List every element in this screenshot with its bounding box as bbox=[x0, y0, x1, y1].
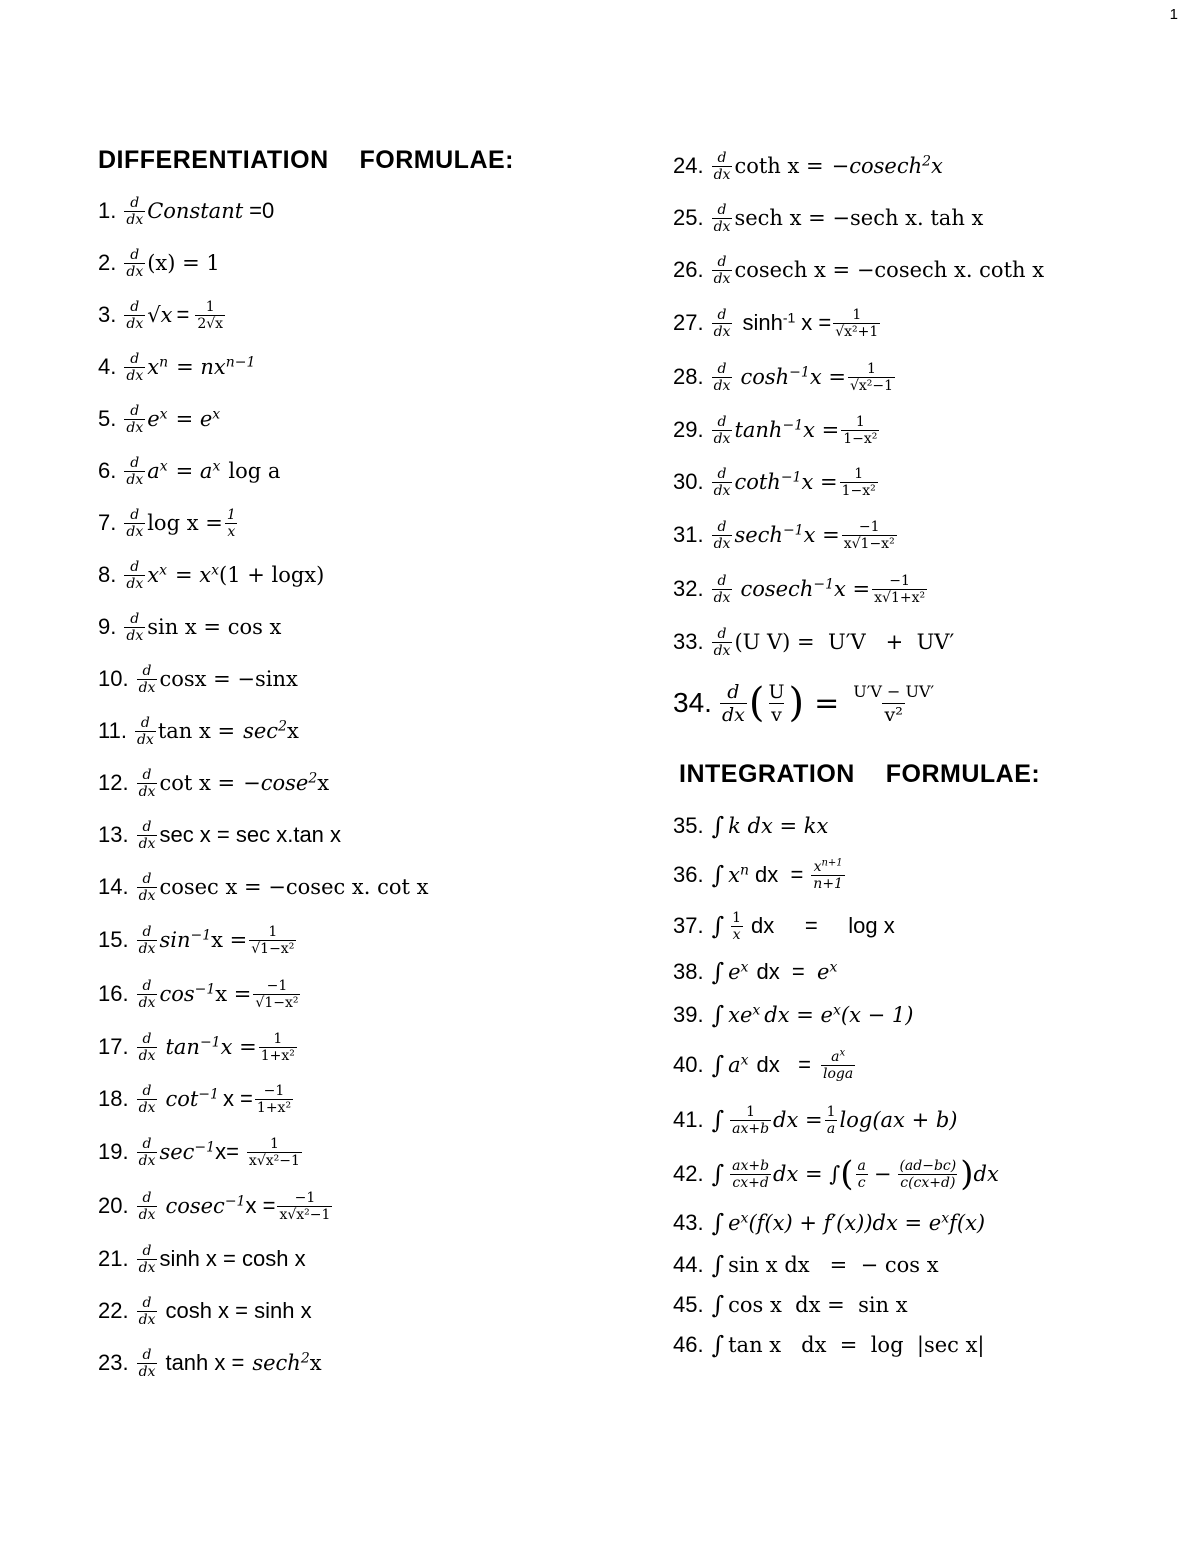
formula-number: 7. bbox=[98, 510, 117, 535]
result-fraction: $\frac{-1}{\text{x√1−x²}}$ bbox=[843, 518, 895, 552]
formula-number: 22. bbox=[98, 1298, 129, 1323]
formula-number: 23. bbox=[98, 1350, 129, 1375]
integrand-fraction: $\frac{1}{x}$ bbox=[732, 909, 742, 943]
formula-number: 30. bbox=[673, 469, 704, 494]
formula-rhs: = $nx^{n-1}$ bbox=[176, 354, 256, 379]
formula-5 bbox=[98, 393, 618, 445]
formula-25 bbox=[673, 192, 1173, 244]
equals-sign: = bbox=[814, 685, 840, 721]
formula-23 bbox=[98, 1337, 618, 1389]
formula-number: 33. bbox=[673, 629, 704, 654]
result-fraction: $\frac{-1}{\text{x√x²−1}}$ bbox=[279, 1189, 331, 1223]
formula-number: 36. bbox=[673, 862, 704, 887]
formula-tail: dx = ∫ bbox=[773, 1162, 841, 1186]
formula-number: 13. bbox=[98, 822, 129, 847]
formula-expression: $xe^x$ bbox=[728, 1002, 761, 1027]
formula-number: 11. bbox=[98, 718, 127, 743]
derivative-operator: $\frac{d}{dx}$ bbox=[713, 572, 731, 606]
integral-sign: ∫ bbox=[711, 1001, 725, 1029]
formula-expression: coth x = bbox=[734, 154, 824, 178]
derivative-operator: $\frac{d}{dx}$ bbox=[713, 413, 731, 447]
formula-7 bbox=[98, 497, 618, 549]
formula-tail: (1 + logx) bbox=[219, 563, 325, 587]
formula-4 bbox=[98, 341, 618, 393]
formula-number: 26. bbox=[673, 257, 704, 282]
formula-expression: sinh x = cosh x bbox=[159, 1246, 306, 1271]
formula-expression: $e^x$ bbox=[728, 1210, 749, 1235]
formula-34 bbox=[673, 668, 1173, 738]
integration-heading: INTEGRATION FORMULAE: bbox=[679, 760, 1041, 788]
formula-tail: dx = $e^x$ bbox=[764, 1002, 841, 1027]
formula-tail: x = bbox=[222, 1086, 253, 1111]
formula-28 bbox=[673, 350, 1173, 404]
formula-30 bbox=[673, 456, 1173, 508]
formula-29 bbox=[673, 404, 1173, 456]
formula-37 bbox=[673, 901, 1173, 951]
result-fraction: $\frac{-1}{\text{√1−x²}}$ bbox=[255, 977, 299, 1011]
formula-tail: x = bbox=[801, 310, 832, 335]
formula-expression: $\sec^{-1}$ bbox=[159, 1139, 216, 1164]
derivative-operator: $\frac{d}{dx}$ bbox=[126, 558, 144, 592]
formula-expression: cosech$^{-1}$ bbox=[740, 576, 834, 601]
formula-24 bbox=[673, 140, 1173, 192]
formula-36 bbox=[673, 849, 1173, 901]
result-fraction: $\frac{U'V - UV'}{\text{v²}}$ bbox=[853, 681, 935, 726]
formula-number: 4. bbox=[98, 354, 117, 379]
equals-sign: = bbox=[176, 302, 190, 327]
derivative-operator: $\frac{d}{dx}$ bbox=[713, 518, 731, 552]
result-fraction: $\frac{1}{\text{1−x²}}$ bbox=[843, 413, 878, 447]
derivative-operator: $\frac{d}{dx}$ bbox=[138, 1294, 156, 1328]
formula-16 bbox=[98, 967, 618, 1021]
derivative-operator: $\frac{d}{dx}$ bbox=[126, 350, 144, 384]
formula-number: 31. bbox=[673, 522, 704, 547]
formula-expression: $\cos^{-1}$ bbox=[159, 981, 216, 1006]
formula-tail: log a bbox=[228, 459, 281, 483]
formula-number: 37. bbox=[673, 913, 704, 938]
formula-rhs: = $e^x$ bbox=[175, 406, 221, 431]
formula-expression: $x^x$ bbox=[147, 562, 167, 587]
formula-expression: sech x = −sech x. tah x bbox=[734, 206, 984, 230]
result-fraction: $\frac{1}{\text{x√x²−1}}$ bbox=[248, 1135, 300, 1169]
formula-expression: (x) = 1 bbox=[147, 251, 220, 275]
formula-expression: cos x dx = sin x bbox=[728, 1293, 908, 1317]
formula-tail: x bbox=[286, 719, 299, 743]
derivative-operator: $\frac{d}{dx}$ bbox=[138, 1346, 156, 1380]
formula-14 bbox=[98, 861, 618, 913]
integral-sign: ∫ bbox=[711, 958, 725, 986]
formula-tail: x = bbox=[220, 1035, 257, 1059]
formula-number: 19. bbox=[98, 1139, 129, 1164]
formula-22 bbox=[98, 1285, 618, 1337]
coefficient-fraction: $\frac{1}{a}$ bbox=[826, 1103, 836, 1137]
minus-sign: − bbox=[873, 1162, 892, 1186]
formula-rhs: f(x) bbox=[949, 1211, 986, 1235]
result-fraction: $\frac{x^{n+1}}{n+1}$ bbox=[813, 857, 843, 892]
partial-fraction-b: $\frac{(ad-bc)}{c(cx+d)}$ bbox=[899, 1157, 957, 1191]
result-fraction: $\frac{1}{\text{√1−x²}}$ bbox=[251, 923, 295, 957]
formula-rhs: −cose$^2$ bbox=[243, 770, 318, 795]
formula-expression: cosech x = −cosech x. coth x bbox=[734, 258, 1045, 282]
formula-number: 28. bbox=[673, 364, 704, 389]
derivative-operator: $\frac{d}{dx}$ bbox=[713, 360, 731, 394]
formula-expression: $x^n$ bbox=[147, 354, 169, 379]
formula-tail: dx = bbox=[773, 1108, 823, 1132]
formula-number: 3. bbox=[98, 302, 117, 327]
formula-number: 39. bbox=[673, 1002, 704, 1027]
formula-tail: x bbox=[309, 1351, 322, 1375]
integral-sign: ∫ bbox=[711, 1291, 725, 1319]
formula-45 bbox=[673, 1285, 1173, 1325]
formula-tail: dx = bbox=[756, 959, 817, 984]
integral-sign: ∫ bbox=[711, 1331, 725, 1359]
formula-rhs: log(ax + b) bbox=[839, 1108, 958, 1132]
derivative-operator: $\frac{d}{dx}$ bbox=[138, 1189, 156, 1223]
result-fraction: $\frac{1}{2√x}$ bbox=[197, 298, 224, 332]
integral-sign: ∫ bbox=[711, 912, 725, 940]
formula-number: 45. bbox=[673, 1292, 704, 1317]
formula-number: 8. bbox=[98, 562, 117, 587]
quotient-fraction: $\frac{U}{v}$ bbox=[768, 680, 785, 726]
derivative-operator: $\frac{d}{dx}$ bbox=[126, 402, 144, 436]
right-column bbox=[673, 140, 1173, 1365]
formula-27 bbox=[673, 296, 1173, 350]
formula-expression: cosh x = sinh x bbox=[165, 1298, 312, 1323]
derivative-operator: $\frac{d}{dx}$ bbox=[138, 818, 156, 852]
formula-3 bbox=[98, 289, 618, 341]
result-fraction: $\frac{1}{\text{√x²−1}}$ bbox=[849, 360, 894, 394]
formula-expression: log x = bbox=[147, 511, 223, 535]
formula-tail: dx = log x bbox=[751, 913, 895, 938]
formula-2 bbox=[98, 237, 618, 289]
result-fraction: $\frac{-1}{\text{1+x²}}$ bbox=[256, 1082, 292, 1116]
formula-17 bbox=[98, 1021, 618, 1073]
formula-tail: x = bbox=[803, 418, 840, 442]
derivative-operator: $\frac{d}{dx}$ bbox=[713, 306, 731, 340]
formula-number: 46. bbox=[673, 1332, 704, 1357]
formula-40 bbox=[673, 1037, 1173, 1093]
formula-expression: cosec$^{-1}$ bbox=[165, 1193, 246, 1218]
formula-expression: $e^x$ bbox=[147, 406, 168, 431]
formula-number: 9. bbox=[98, 614, 117, 639]
formula-number: 17. bbox=[98, 1034, 129, 1059]
formula-expression: Constant bbox=[147, 199, 244, 223]
formula-46 bbox=[673, 1325, 1173, 1365]
derivative-operator: $\frac{d}{dx}$ bbox=[713, 625, 731, 659]
derivative-operator: $\frac{d}{dx}$ bbox=[713, 465, 731, 499]
formula-number: 38. bbox=[673, 959, 704, 984]
formula-number: 32. bbox=[673, 576, 704, 601]
formula-43 bbox=[673, 1201, 1173, 1245]
formula-6 bbox=[98, 445, 618, 497]
integrand-fraction: $\frac{ax+b}{cx+d}$ bbox=[732, 1157, 770, 1191]
formula-33 bbox=[673, 616, 1173, 668]
formula-rhs: sech$^2$ bbox=[252, 1350, 310, 1375]
derivative-operator: $\frac{d}{dx}$ bbox=[721, 680, 745, 726]
integral-sign: ∫ bbox=[711, 1251, 725, 1279]
formula-number: 10. bbox=[98, 666, 129, 691]
formula-rhs: = $x^x$ bbox=[174, 562, 219, 587]
formula-31 bbox=[673, 508, 1173, 562]
result-fraction: $\frac{1}{\text{1−x²}}$ bbox=[841, 465, 876, 499]
formula-tail: $(f(x) + f'(x))dx = e^x$ bbox=[748, 1210, 950, 1235]
result-fraction: $\frac{1}{\text{√x²+1}}$ bbox=[835, 306, 879, 340]
formula-number: 12. bbox=[98, 770, 129, 795]
formula-number: 43. bbox=[673, 1210, 704, 1235]
formula-expression: coth$^{-1}$ bbox=[734, 469, 802, 494]
formula-20 bbox=[98, 1179, 618, 1233]
formula-tail: x = bbox=[803, 523, 840, 547]
formula-42 bbox=[673, 1147, 1173, 1201]
result-fraction: $\frac{a^x}{\log a}$ bbox=[822, 1047, 854, 1082]
formula-expression: (U V) = U′V + UV′ bbox=[734, 630, 955, 654]
formula-expression: sin x = cos x bbox=[147, 615, 282, 639]
formula-number: 2. bbox=[98, 250, 117, 275]
formula-expression: $\tanh^{-1}$ bbox=[734, 417, 804, 442]
formula-expression: $\cosh^{-1}$ bbox=[740, 364, 810, 389]
formula-tail: x bbox=[317, 771, 330, 795]
integral-sign: ∫ bbox=[711, 1051, 725, 1079]
formula-expression: tan x = bbox=[157, 719, 236, 743]
derivative-operator: $\frac{d}{dx}$ bbox=[126, 298, 144, 332]
derivative-operator: $\frac{d}{dx}$ bbox=[136, 714, 154, 748]
formula-tail: x = bbox=[809, 365, 846, 389]
result-fraction: $\frac{-1}{\text{x√1+x²}}$ bbox=[874, 572, 926, 606]
formula-number: 1. bbox=[98, 198, 117, 223]
derivative-operator: $\frac{d}{dx}$ bbox=[138, 766, 156, 800]
derivative-operator: $\frac{d}{dx}$ bbox=[126, 610, 144, 644]
formula-tail: x= bbox=[215, 1139, 239, 1164]
left-paren: ( bbox=[748, 680, 765, 726]
formula-12 bbox=[98, 757, 618, 809]
derivative-operator: $\frac{d}{dx}$ bbox=[138, 1030, 156, 1064]
derivative-operator: $\frac{d}{dx}$ bbox=[138, 1082, 156, 1116]
result-fraction: $\frac{1}{x}$ bbox=[226, 506, 236, 540]
right-paren: ) bbox=[960, 1154, 974, 1194]
derivative-operator: $\frac{d}{dx}$ bbox=[126, 454, 144, 488]
formula-18 bbox=[98, 1073, 618, 1125]
differentiation-column bbox=[98, 146, 618, 1389]
derivative-operator: $\frac{d}{dx}$ bbox=[126, 246, 144, 280]
formula-number: 42. bbox=[673, 1161, 704, 1186]
formula-number: 27. bbox=[673, 310, 704, 335]
formula-21 bbox=[98, 1233, 618, 1285]
integrand-fraction: $\frac{1}{ax+b}$ bbox=[732, 1103, 770, 1137]
formula-9 bbox=[98, 601, 618, 653]
formula-tail: x = bbox=[801, 470, 838, 494]
derivative-operator: $\frac{d}{dx}$ bbox=[713, 201, 731, 235]
derivative-operator: $\frac{d}{dx}$ bbox=[713, 149, 731, 183]
derivative-operator: $\frac{d}{dx}$ bbox=[138, 923, 156, 957]
result-fraction: $\frac{1}{\text{1+x²}}$ bbox=[260, 1030, 295, 1064]
formula-number: 16. bbox=[98, 981, 129, 1006]
formula-number: 18. bbox=[98, 1086, 129, 1111]
formula-number: 41. bbox=[673, 1107, 704, 1132]
formula-tail: x = bbox=[245, 1193, 276, 1218]
formula-expression: $a^x$ bbox=[728, 1052, 749, 1077]
derivative-operator: $\frac{d}{dx}$ bbox=[138, 1242, 156, 1276]
formula-1 bbox=[98, 185, 618, 237]
formula-number: 25. bbox=[673, 205, 704, 230]
formula-44 bbox=[673, 1245, 1173, 1285]
integral-sign: ∫ bbox=[711, 812, 725, 840]
formula-26 bbox=[673, 244, 1173, 296]
derivative-operator: $\frac{d}{dx}$ bbox=[126, 506, 144, 540]
formula-38 bbox=[673, 951, 1173, 993]
formula-rhs: =0 bbox=[249, 198, 275, 223]
integral-sign: ∫ bbox=[711, 1160, 725, 1188]
formula-number: 15. bbox=[98, 927, 129, 952]
derivative-operator: $\frac{d}{dx}$ bbox=[138, 870, 156, 904]
formula-number: 14. bbox=[98, 874, 129, 899]
formula-expression: $e^x$ bbox=[728, 959, 749, 984]
formula-expression: sec x = sec x.tan x bbox=[159, 822, 342, 847]
formula-expression: tanh x = bbox=[165, 1350, 245, 1375]
formula-number: 44. bbox=[673, 1252, 704, 1277]
formula-expression: $x^n$ bbox=[728, 862, 749, 887]
formula-expression: $\tan^{-1}$ bbox=[165, 1034, 221, 1059]
left-paren: ( bbox=[840, 1154, 854, 1194]
formula-expression: sin x dx = − cos x bbox=[728, 1253, 939, 1277]
formula-15 bbox=[98, 913, 618, 967]
formula-number: 24. bbox=[673, 153, 704, 178]
derivative-operator: $\frac{d}{dx}$ bbox=[138, 662, 156, 696]
formula-expression: k dx = kx bbox=[728, 814, 829, 838]
formula-number: 35. bbox=[673, 813, 704, 838]
formula-tail: x = bbox=[211, 928, 248, 952]
formula-35 bbox=[673, 803, 1173, 849]
formula-expression: $\cot^{-1}$ bbox=[165, 1086, 219, 1111]
page-number: 1 bbox=[1169, 6, 1178, 23]
formula-expression: cot x = bbox=[159, 771, 236, 795]
formula-41 bbox=[673, 1093, 1173, 1147]
formula-32 bbox=[673, 562, 1173, 616]
formula-rhs: $\sec^2$ bbox=[243, 718, 287, 743]
partial-fraction-a: $\frac{a}{c}$ bbox=[857, 1157, 866, 1191]
integral-sign: ∫ bbox=[711, 861, 725, 889]
formula-11 bbox=[98, 705, 618, 757]
derivative-operator: $\frac{d}{dx}$ bbox=[138, 1135, 156, 1169]
formula-expression: sech$^{-1}$ bbox=[734, 522, 804, 547]
differentiation-heading: DIFFERENTIATION FORMULAE: bbox=[98, 146, 514, 174]
formula-tail: x = bbox=[834, 577, 871, 601]
formula-expression: cosec x = −cosec x. cot x bbox=[159, 875, 429, 899]
formula-rhs: = $a^x$ bbox=[175, 458, 221, 483]
right-paren: ) bbox=[788, 680, 805, 726]
integral-sign: ∫ bbox=[711, 1106, 725, 1134]
formula-rhs: −cosech$^2$ bbox=[831, 153, 932, 178]
derivative-operator: $\frac{d}{dx}$ bbox=[138, 977, 156, 1011]
formula-tail: x bbox=[931, 154, 943, 178]
formula-expression: $a^x$ bbox=[147, 458, 168, 483]
formula-number: 5. bbox=[98, 406, 117, 431]
formula-rhs: (x − 1) bbox=[840, 1003, 914, 1027]
formula-10 bbox=[98, 653, 618, 705]
formula-expression: tan x dx = log |sec x| bbox=[728, 1333, 985, 1357]
formula-number: 34. bbox=[673, 687, 712, 718]
formula-number: 21. bbox=[98, 1246, 129, 1271]
derivative-operator: $\frac{d}{dx}$ bbox=[126, 194, 144, 228]
integral-sign: ∫ bbox=[711, 1209, 725, 1237]
formula-tail: dx = bbox=[756, 1052, 811, 1077]
formula-tail: dx = bbox=[754, 862, 804, 887]
formula-number: 6. bbox=[98, 458, 117, 483]
formula-rhs: $e^x$ bbox=[817, 959, 838, 984]
formula-19 bbox=[98, 1125, 618, 1179]
formula-expression: cosx = −sinx bbox=[159, 667, 298, 691]
formula-39 bbox=[673, 993, 1173, 1037]
formula-expression: $\sin^{-1}$ bbox=[159, 927, 212, 952]
formula-8 bbox=[98, 549, 618, 601]
formula-number: 40. bbox=[673, 1052, 704, 1077]
formula-13 bbox=[98, 809, 618, 861]
formula-rhs: dx bbox=[973, 1162, 999, 1186]
derivative-operator: $\frac{d}{dx}$ bbox=[713, 253, 731, 287]
formula-expression: $\sinh^{-1}$ bbox=[742, 309, 796, 335]
formula-tail: x = bbox=[215, 982, 252, 1006]
formula-number: 29. bbox=[673, 417, 704, 442]
formula-expression: √x bbox=[147, 303, 173, 327]
formula-number: 20. bbox=[98, 1193, 129, 1218]
